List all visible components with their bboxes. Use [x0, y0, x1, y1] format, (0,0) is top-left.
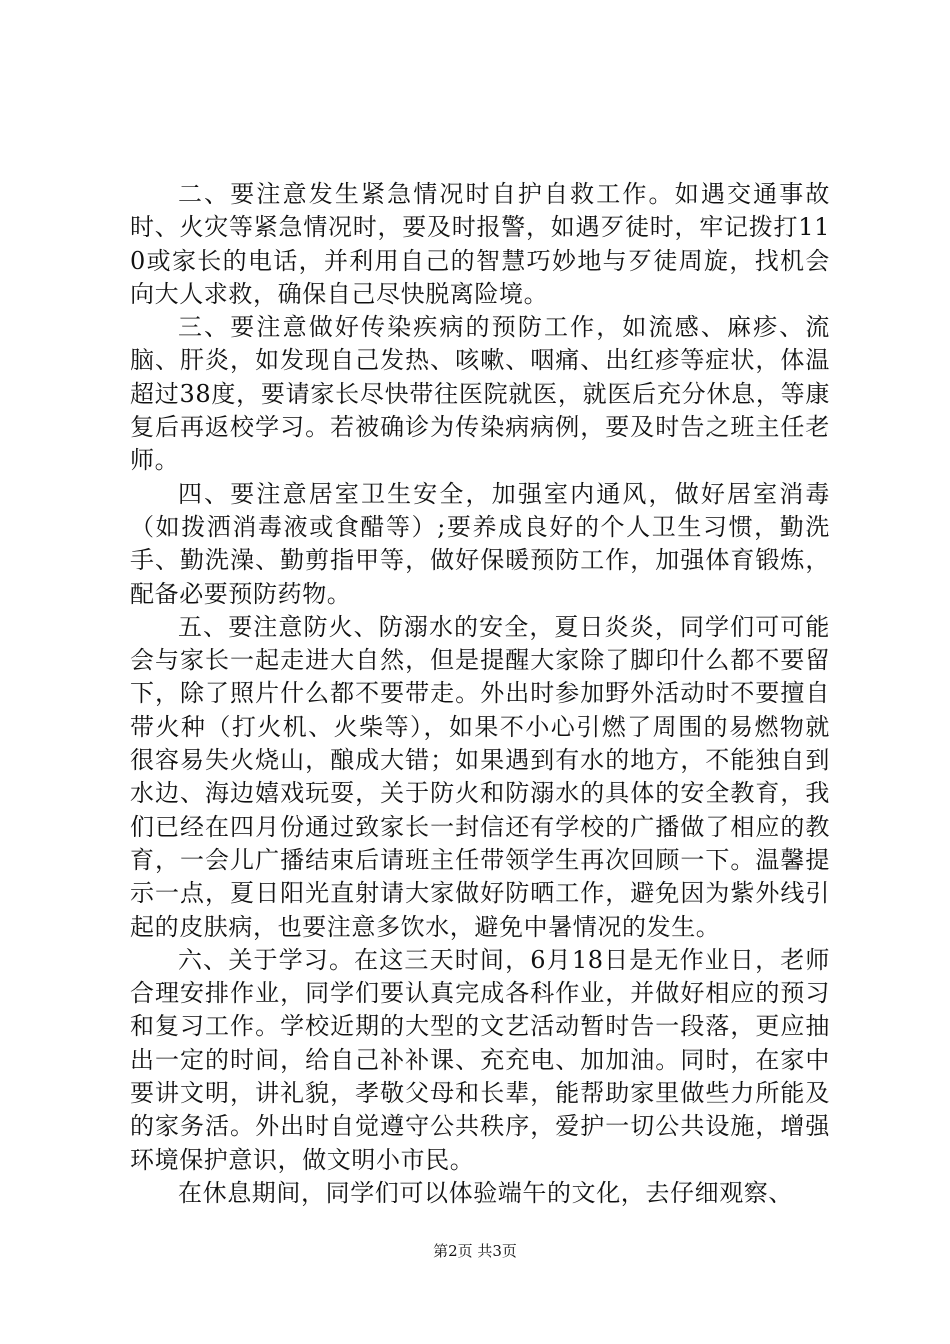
page-footer: 第2页 共3页: [433, 1242, 517, 1260]
paragraph-disease-prevention: 三、要注意做好传染疾病的预防工作，如流感、麻疹、流脑、肝炎，如发现自己发热、咳嗽、咽痛、出红疹等症状，体温超过38度，要请家长尽快带往医院就医，就医后充分休息，等康复后再返校学习。若被确诊为传染病病例，要及时告之班主任老师。: [130, 313, 830, 475]
paragraph-study: 六、关于学习。在这三天时间，6月18日是无作业日，老师合理安排作业，同学们要认真完成各科作业，并做好相应的预习和复习工作。学校近期的大型的文艺活动暂时告一段落，更应抽出一定的时间，给自己补补课、充充电、加加油。同时，在家中要讲文明，讲礼貌，孝敬父母和长辈，能帮助家里做些力所能及的家务活。外出时自觉遵守公共秩序，爱护一切公共设施，增强环境保护意识，做文明小市民。: [130, 945, 830, 1174]
paragraph-fire-water-safety: 五、要注意防火、防溺水的安全，夏日炎炎，同学们可可能会与家长一起走进大自然，但是提醒大家除了脚印什么都不要留下，除了照片什么都不要带走。外出时参加野外活动时不要擅自带火种（打火机、火柴等），如果不小心引燃了周围的易燃物就很容易失火烧山，酿成大错；如果遇到有水的地方，不能独自到水边、海边嬉戏玩耍，关于防火和防溺水的具体的安全教育，我们已经在四月份通过致家长一封信还有学校的广播做了相应的教育，一会儿广播结束后请班主任带领学生再次回顾一下。温馨提示一点，夏日阳光直射请大家做好防晒工作，避免因为紫外线引起的皮肤病，也要注意多饮水，避免中暑情况的发生。: [130, 612, 830, 941]
document-body: [130, 178, 830, 1210]
paragraph-home-hygiene: 四、要注意居室卫生安全，加强室内通风，做好居室消毒（如拨洒消毒液或食醋等）;要养成良好的个人卫生习惯，勤洗手、勤洗澡、勤剪指甲等，做好保暖预防工作，加强体育锻炼，配备必要预防药物。: [130, 479, 830, 608]
paragraph-holiday: 在休息期间，同学们可以体验端午的文化，去仔细观察、: [178, 1178, 793, 1207]
paragraph-self-rescue: 二、要注意发生紧急情况时自护自救工作。如遇交通事故时、火灾等紧急情况时，要及时报警，如遇歹徒时，牢记拨打110或家长的电话，并利用自己的智慧巧妙地与歹徒周旋，找机会向大人求救，确保自己尽快脱离险境。: [130, 180, 830, 308]
